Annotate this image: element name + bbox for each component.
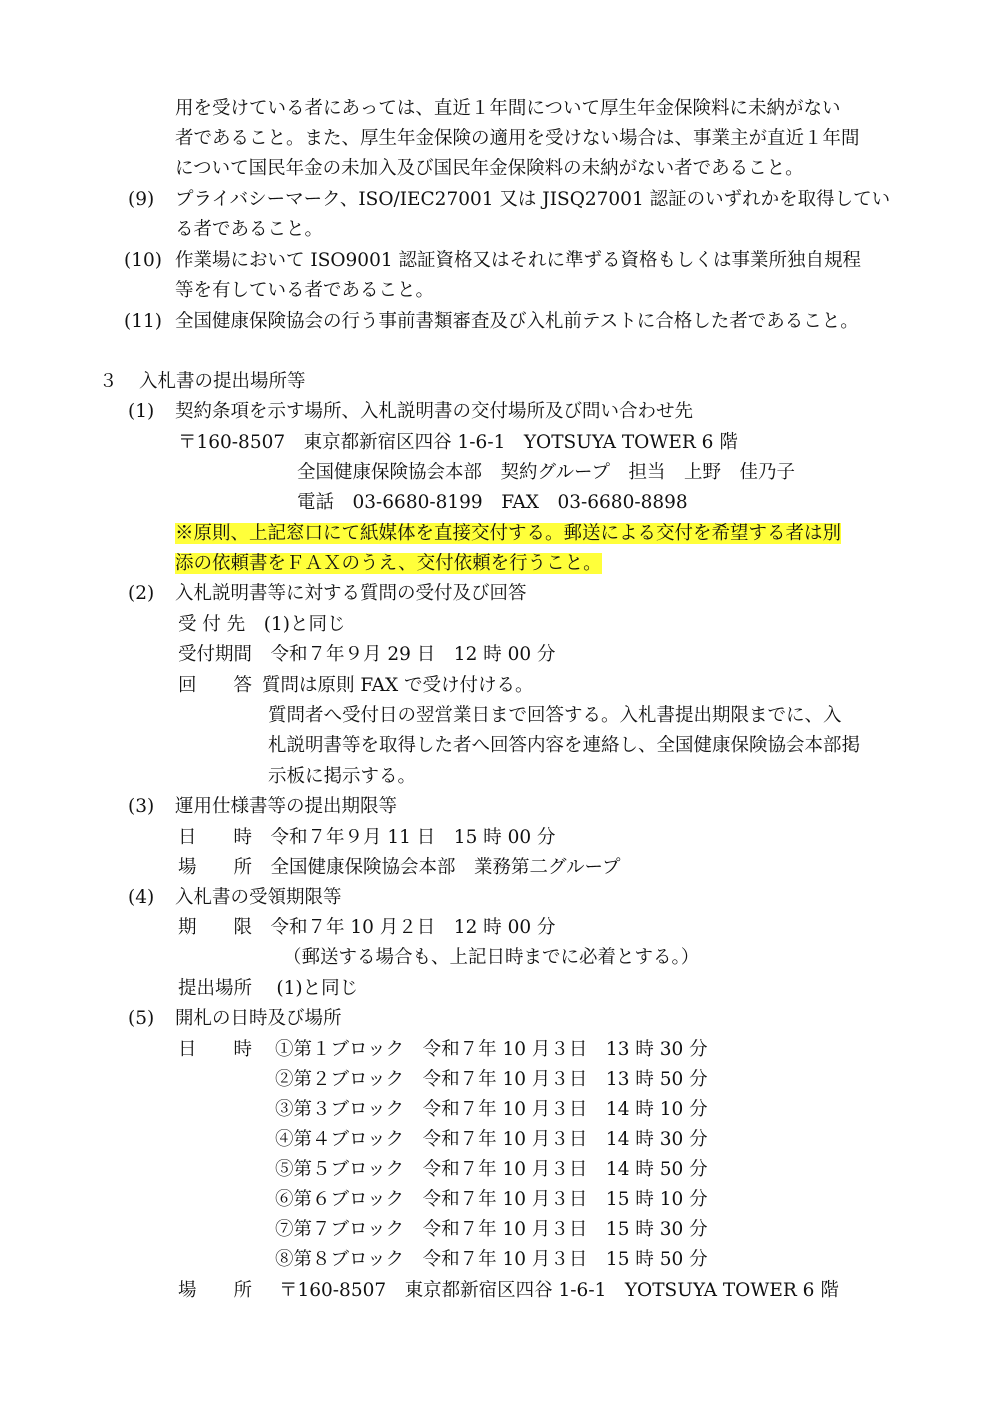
subsection-number: (1) [128, 401, 155, 422]
postal-address: 〒160-8507 東京都新宿区四谷 1-6-1 YOTSUYA TOWER 6 階 [178, 432, 738, 453]
subsection-number: (3) [128, 796, 155, 817]
schedule-row: ⑧第８ブロック 令和７年 10 月３日 15 時 50 分 [275, 1249, 708, 1270]
highlighted-note-line [175, 522, 841, 546]
receiver-line: 受 付 先 (1)と同じ [178, 614, 346, 635]
answer-line: 質問者へ受付日の翌営業日まで回答する。入札書提出期限までに、入 [268, 705, 842, 726]
subsection-number: (5) [128, 1008, 155, 1029]
datetime-label: 日 時 [178, 1039, 253, 1060]
schedule-row: ③第３ブロック 令和７年 10 月３日 14 時 10 分 [275, 1099, 708, 1120]
schedule-row: ④第４ブロック 令和７年 10 月３日 14 時 30 分 [275, 1129, 708, 1150]
item-text: 作業場において ISO9001 認証資格又はそれに準ずる資格もしくは事業所独自規程 [175, 250, 861, 271]
item-text: る者であること。 [175, 219, 324, 240]
subsection-title: 入札説明書等に対する質問の受付及び回答 [175, 583, 527, 604]
phone-fax: 電話 03-6680-8199 FAX 03-6680-8898 [297, 492, 688, 513]
deadline-note: （郵送する場合も、上記日時までに必着とする。） [283, 947, 700, 968]
section-title: 入札書の提出場所等 [139, 371, 306, 392]
datetime-line: 日 時 令和７年９月 11 日 15 時 00 分 [178, 827, 556, 848]
answer-label: 回 答 [178, 675, 253, 696]
subsection-title: 契約条項を示す場所、入札説明書の交付場所及び問い合わせ先 [175, 401, 694, 422]
section-number: ３ [99, 371, 118, 392]
paragraph-line: について国民年金の未加入及び国民年金保険料の未納がない者であること。 [175, 158, 804, 179]
subsection-number: (4) [128, 887, 155, 908]
place-label: 場 所 [178, 1280, 253, 1301]
deadline-line: 期 限 令和７年 10 月２日 12 時 00 分 [178, 917, 556, 938]
highlight: ※原則、上記窓口にて紙媒体を直接交付する。郵送による交付を希望する者は別 [175, 523, 842, 544]
subsection-title: 開札の日時及び場所 [175, 1008, 342, 1029]
item-text: プライバシーマーク、ISO/IEC27001 又は JISQ27001 認証のいずれかを取得してい [175, 189, 891, 210]
paragraph-line: 用を受けている者にあっては、直近１年間について厚生年金保険料に未納がない [175, 98, 841, 119]
subsection-number: (2) [128, 583, 155, 604]
schedule-row: ①第１ブロック 令和７年 10 月３日 13 時 30 分 [275, 1039, 708, 1060]
subsection-title: 運用仕様書等の提出期限等 [175, 796, 398, 817]
paragraph-line: 者であること。また、厚生年金保険の適用を受けない場合は、事業主が直近１年間 [175, 128, 860, 149]
answer-line: 札説明書等を取得した者へ回答内容を連絡し、全国健康保険協会本部掲 [268, 735, 861, 756]
schedule-row: ⑦第７ブロック 令和７年 10 月３日 15 時 30 分 [275, 1219, 708, 1240]
item-text: 等を有している者であること。 [175, 280, 435, 301]
schedule-row: ⑤第５ブロック 令和７年 10 月３日 14 時 50 分 [275, 1159, 708, 1180]
item-number: (10) [124, 250, 162, 271]
place-line: 場 所 全国健康保険協会本部 業務第二グループ [178, 857, 621, 878]
place-address: 〒160-8507 東京都新宿区四谷 1-6-1 YOTSUYA TOWER 6 階 [279, 1280, 839, 1301]
period-line: 受付期間 令和７年９月 29 日 12 時 00 分 [178, 644, 556, 665]
subsection-title: 入札書の受領期限等 [175, 887, 342, 908]
submit-place-line: 提出場所 (1)と同じ [178, 978, 359, 999]
item-text: 全国健康保険協会の行う事前書類審査及び入札前テストに合格した者であること。 [175, 311, 859, 332]
item-number: (9) [128, 189, 155, 210]
answer-line: 示板に掲示する。 [268, 766, 417, 787]
highlight: 添の依頼書をＦＡＸのうえ、交付依頼を行うこと。 [175, 553, 602, 574]
schedule-row: ②第２ブロック 令和７年 10 月３日 13 時 50 分 [275, 1069, 708, 1090]
answer-line: 質問は原則 FAX で受け付ける。 [262, 675, 534, 696]
schedule-row: ⑥第６ブロック 令和７年 10 月３日 15 時 10 分 [275, 1189, 708, 1210]
contact-person: 全国健康保険協会本部 契約グループ 担当 上野 佳乃子 [297, 462, 796, 483]
highlighted-note-line [175, 552, 602, 576]
item-number: (11) [124, 311, 162, 332]
